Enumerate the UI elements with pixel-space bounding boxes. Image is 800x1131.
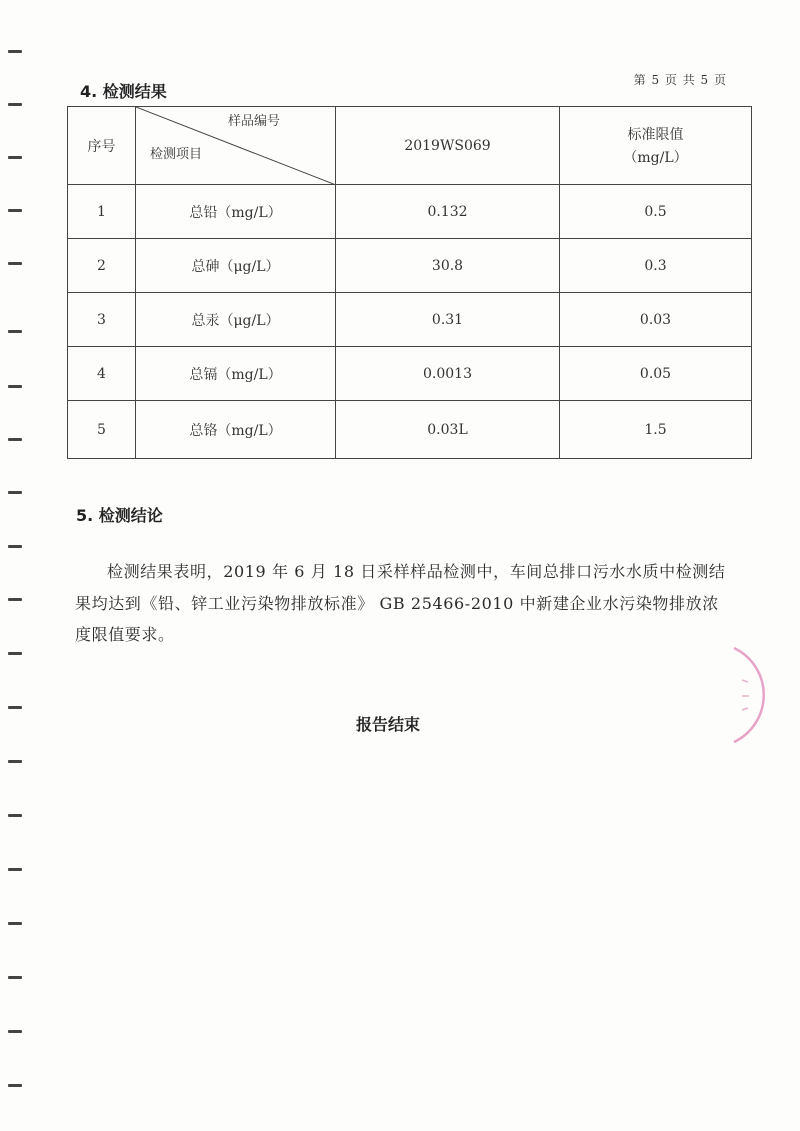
binding-mark <box>8 760 22 763</box>
section-4-title: 4. 检测结果 <box>80 82 167 101</box>
section-5-title: 5. 检测结论 <box>76 506 163 525</box>
row-limit: 0.03 <box>560 293 752 347</box>
row-item: 总砷（μg/L） <box>136 239 336 293</box>
row-number: 2 <box>68 239 136 293</box>
binding-mark <box>8 706 22 709</box>
binding-mark <box>8 385 22 388</box>
row-value: 0.0013 <box>336 347 560 401</box>
table-row <box>68 239 752 293</box>
binding-mark <box>8 1030 22 1033</box>
row-item: 总铬（mg/L） <box>136 401 336 459</box>
row-item: 总铅（mg/L） <box>136 185 336 239</box>
header-sample-label: 样品编号 <box>228 114 281 129</box>
table-header-row <box>68 107 752 185</box>
binding-mark <box>8 50 22 53</box>
page-number: 第 5 页 共 5 页 <box>633 73 727 87</box>
row-value: 30.8 <box>336 239 560 293</box>
header-item-label: 检测项目 <box>150 147 203 162</box>
report-end-title: 报告结束 <box>356 715 421 734</box>
binding-mark <box>8 868 22 871</box>
header-limit-line1: 标准限值 <box>627 127 684 143</box>
row-limit: 0.3 <box>560 239 752 293</box>
binding-mark <box>8 491 22 494</box>
row-number: 5 <box>68 401 136 459</box>
conclusion-text: 检测结果表明，2019 年 6 月 18 日采样样品检测中，车间总排口污水水质中检测结果均达到《铅、锌工业污染物排放标准》 GB 25466-2010 中新建企业水污染物排放浓度限值要求。 <box>75 562 726 644</box>
header-limit <box>560 107 752 185</box>
row-number: 1 <box>68 185 136 239</box>
row-value: 0.31 <box>336 293 560 347</box>
binding-mark <box>8 330 22 333</box>
binding-mark <box>8 814 22 817</box>
binding-mark <box>8 598 22 601</box>
seal-stamp <box>722 640 782 750</box>
row-limit: 0.05 <box>560 347 752 401</box>
binding-mark <box>8 156 22 159</box>
binding-mark <box>8 976 22 979</box>
table-row <box>68 293 752 347</box>
binding-mark <box>8 209 22 212</box>
binding-mark <box>8 922 22 925</box>
row-limit: 0.5 <box>560 185 752 239</box>
row-item: 总汞（μg/L） <box>136 293 336 347</box>
row-value: 0.132 <box>336 185 560 239</box>
binding-mark <box>8 438 22 441</box>
binding-mark <box>8 652 22 655</box>
binding-mark <box>8 1084 22 1087</box>
table-row <box>68 401 752 459</box>
header-sample-id: 2019WS069 <box>336 107 560 185</box>
header-diagonal-cell <box>136 107 336 185</box>
table-row <box>68 185 752 239</box>
table-row <box>68 347 752 401</box>
header-seq: 序号 <box>68 107 136 185</box>
binding-marks <box>0 0 30 1131</box>
binding-mark <box>8 545 22 548</box>
results-table <box>67 106 752 459</box>
row-item: 总镉（mg/L） <box>136 347 336 401</box>
row-number: 3 <box>68 293 136 347</box>
row-number: 4 <box>68 347 136 401</box>
binding-mark <box>8 262 22 265</box>
binding-mark <box>8 103 22 106</box>
row-limit: 1.5 <box>560 401 752 459</box>
row-value: 0.03L <box>336 401 560 459</box>
header-limit-line2: （mg/L） <box>623 150 688 166</box>
